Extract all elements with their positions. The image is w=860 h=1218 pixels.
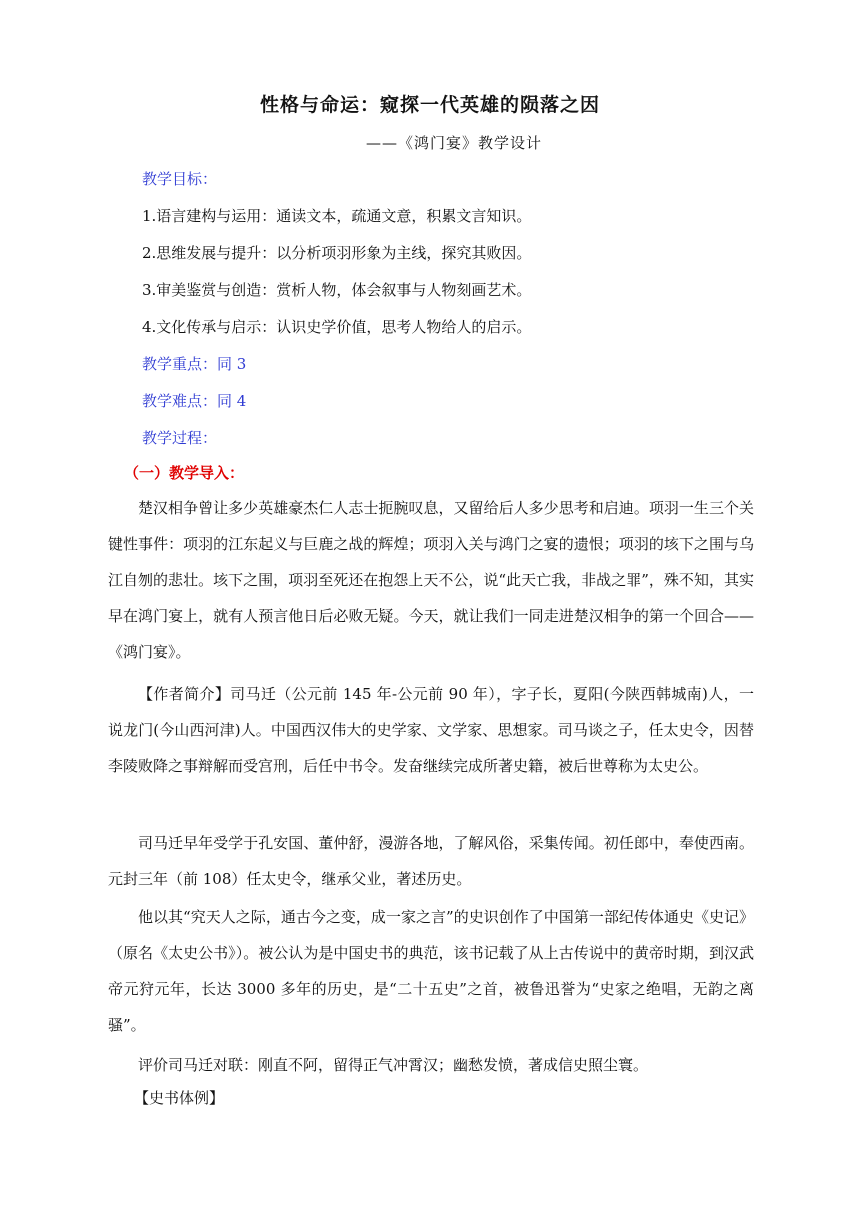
goal-item: 2.思维发展与提升：以分析项羽形象为主线，探究其败因。 xyxy=(142,244,532,262)
study-paragraph xyxy=(108,825,754,897)
shiji-paragraph xyxy=(108,899,754,1043)
goal-item: 4.文化传承与启示：认识史学价值，思考人物给人的启示。 xyxy=(142,318,532,336)
study-text: 司马迁早年受学于孔安国、董仲舒，漫游各地，了解风俗，采集传闻。初任郎中，奉使西南。元封三年（前 108）任太史令，继承父业，著述历史。 xyxy=(108,834,754,888)
couplet-text: 评价司马迁对联：刚直不阿，留得正气冲霄汉；幽愁发愤，著成信史照尘寰。 xyxy=(138,1056,649,1074)
intro-text: 楚汉相争曾让多少英雄豪杰仁人志士扼腕叹息，又留给后人多少思考和启迪。项羽一生三个关键性事件：项羽的江东起义与巨鹿之战的辉煌；项羽入关与鸿门之宴的遗恨；项羽的垓下之围与乌江自刎的悲壮。垓下之围，项羽至死还在抱怨上天不公，说“此天亡我，非战之罪”，殊不知，其实早在鸿门宴上，就有人预言他日后必败无疑。今天，就让我们一同走进楚汉相争的第一个回合——《鸿门宴》。 xyxy=(108,499,754,661)
goals-heading: 教学目标： xyxy=(142,170,218,188)
process-heading: 教学过程： xyxy=(142,429,218,447)
document-subtitle: ——《鸿门宴》教学设计 xyxy=(366,134,543,152)
key-point: 教学重点：同 3 xyxy=(142,355,247,373)
shiji-text: 他以其“究天人之际，通古今之变，成一家之言”的史识创作了中国第一部纪传体通史《史记》（原名《太史公书》）。被公认为是中国史书的典范，该书记载了从上古传说中的黄帝时期，到汉武帝元狩元年，长达 3000 多年的历史，是“二十五史”之首，被鲁迅誉为“史家之绝唱，无韵之离骚”。 xyxy=(108,908,754,1034)
section-style-heading: 【史书体例】 xyxy=(134,1089,225,1107)
author-paragraph xyxy=(108,676,754,784)
difficulty-point: 教学难点：同 4 xyxy=(142,392,247,410)
goal-item: 1.语言建构与运用：通读文本，疏通文意，积累文言知识。 xyxy=(142,207,532,225)
section-intro-heading: （一）教学导入： xyxy=(124,464,245,482)
author-text: 【作者简介】司马迁（公元前 145 年-公元前 90 年），字子长，夏阳(今陕西韩城南)人，一说龙门(今山西河津)人。中国西汉伟大的史学家、文学家、思想家。司马谈之子，任太史令，因替李陵败降之事辩解而受宫刑，后任中书令。发奋继续完成所著史籍，被后世尊称为太史公。 xyxy=(108,685,754,775)
couplet-paragraph xyxy=(108,1047,754,1083)
document-title: 性格与命运：窥探一代英雄的陨落之因 xyxy=(259,94,600,116)
intro-paragraph xyxy=(108,490,754,670)
goal-item: 3.审美鉴赏与创造：赏析人物，体会叙事与人物刻画艺术。 xyxy=(142,281,532,299)
